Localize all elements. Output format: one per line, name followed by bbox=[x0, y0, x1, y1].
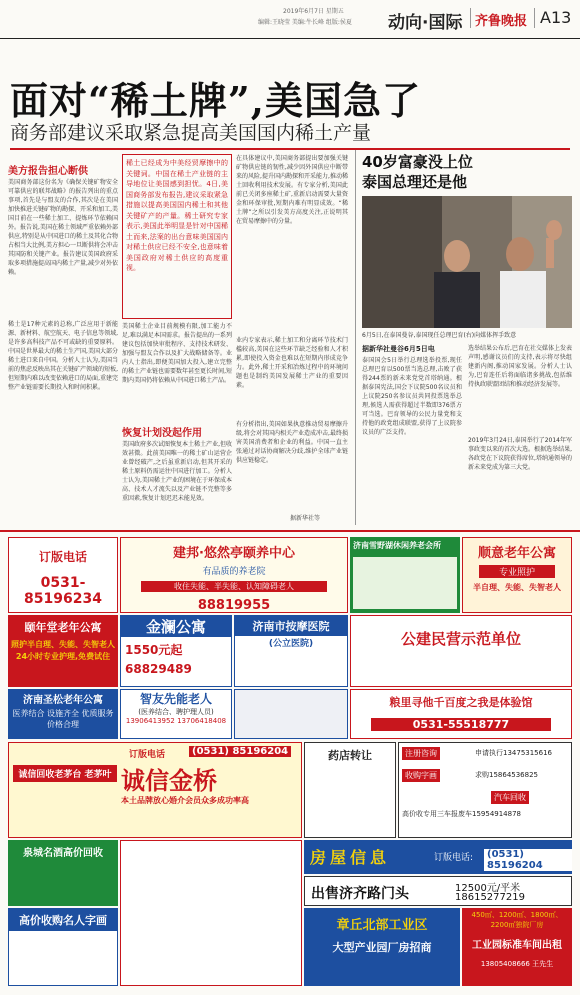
zhiyu-title: 智友先能老人 bbox=[139, 692, 212, 706]
mid-subhead: 恢复计划没起作用 bbox=[122, 428, 202, 439]
fangwu-title: 房屋信息 bbox=[310, 848, 391, 867]
xueyehu-title: 济南雪野湖休闲养老会所 bbox=[353, 541, 441, 550]
anjian-title: 济南市按摩医院 bbox=[235, 616, 347, 636]
page-number: A13 bbox=[540, 8, 572, 27]
ad-shengsong bbox=[8, 689, 118, 739]
menting-title: 出售济齐路门头 bbox=[311, 886, 409, 902]
ad-gongyeyuan bbox=[462, 908, 572, 986]
main-headline: 面对“稀土牌”,美国急了 bbox=[10, 78, 421, 123]
ad-fangwu bbox=[304, 840, 572, 874]
article2-photo bbox=[362, 196, 572, 328]
menting-phone: 18615277219 bbox=[455, 892, 525, 903]
jianbang-title: 建邦·悠然亭颐养中心 bbox=[173, 546, 295, 561]
shengsong-title: 济南圣松老年公寓 bbox=[23, 695, 103, 706]
jiuhuishou-title: 泉城名酒高价回收 bbox=[23, 848, 103, 859]
gongyeyuan-title: 工业园标准车间出租 bbox=[472, 940, 562, 951]
ad-yaodian bbox=[304, 742, 396, 838]
kuaidi-title: 收购字画 bbox=[402, 769, 440, 782]
chengxin-sub: 本土品牌放心婚介会员众多成功率高 bbox=[121, 796, 249, 805]
ad-anjian bbox=[234, 615, 348, 687]
yiniantang-title: 颐年堂老年公寓 bbox=[24, 621, 102, 634]
zhiyu-phone: 13906413952 13706418408 bbox=[125, 717, 227, 725]
classified-phone-label: 订版电话 bbox=[38, 550, 87, 564]
ad-jiuhuishou bbox=[8, 840, 118, 906]
zhangbei-sub: 大型产业园厂房招商 bbox=[332, 941, 432, 954]
article2-headline: 40岁富豪没上位 泰国总理还是他 bbox=[362, 153, 473, 191]
col4-body: 在具体建议中,美国商务部提出要加强关键矿物供应链的韧性,减少因外国供应中断带来的风险,提升国内勘探和开采能力,推动稀土回收利用技术发展。有专家分析,美国此前已关闭多座稀土矿,重新启动需要大量资金和环保审批,短期内难有明显成效。“稀土牌”之所以引发美方高度关注,正说明其在贸易摩擦中的分量。 bbox=[236, 155, 348, 225]
jinlan-title: 金澜公寓 bbox=[121, 616, 231, 637]
section-name: 动向·国际 bbox=[388, 13, 463, 33]
jianbang-tags: 收住失能、半失能、认知障碍老人 bbox=[141, 581, 327, 592]
yaodian-title: 药店转让 bbox=[328, 749, 372, 762]
kuaidi-phone: 求购15864536825 bbox=[475, 771, 538, 779]
gongjian-title: 公建民营示范单位 bbox=[400, 630, 521, 648]
col-mid-body: 美国政府多次试图恢复本土稀土产业,但收效甚微。此前美国唯一的稀土矿山运营企业曾经破产,之后虽重新启动,但其开采的稀土原料仍需运往中国进行加工。分析人士认为,美国稀土产业的困境在于环保成本高、技术人才流失以及产业链不完整等多重因素,恢复计划迟迟未能见效。 bbox=[122, 441, 232, 502]
byline: 据新华社等 bbox=[290, 515, 321, 522]
fangwu-label: 订版电话: bbox=[434, 853, 474, 863]
photo-illustration bbox=[362, 196, 572, 328]
jinlan-price: 1550元起 bbox=[125, 643, 183, 657]
main-subheadline: 商务部建议采取紧急提高美国国内稀土产量 bbox=[10, 122, 372, 144]
shunyi-title: 顺意老年公寓 bbox=[477, 546, 556, 561]
ad-shunyi bbox=[462, 537, 572, 613]
ad-menting bbox=[304, 876, 572, 906]
ad-zhiyu bbox=[120, 689, 232, 739]
anjian-sub: (公立医院) bbox=[268, 639, 314, 649]
fangwu-phone: (0531) 85196204 bbox=[484, 849, 572, 871]
article2-body-2: 选举结果公布后,巴育在社交媒体上发表声明,感谢议员们的支持,表示将尽快组建新内阁,推动国家发展。分析人士认为,巴育连任后将面临诸多挑战,包括维持执政联盟团结和推动经济发展等。 bbox=[468, 345, 572, 388]
article2-dateline: 据新华社曼谷6月5日电 bbox=[362, 345, 435, 353]
ad-gongjian bbox=[350, 615, 572, 687]
fuwu-phone: 申请执行13475315616 bbox=[475, 749, 552, 757]
article2-body-3: 2019年3月24日,泰国举行了2014年军事政变以来的首次大选。根据选举结果,各政党在下议院获得席位,塔纳通领导的新未来党成为第三大党。 bbox=[468, 437, 572, 471]
ad-jianbang bbox=[120, 537, 348, 613]
ad-jinlan bbox=[120, 615, 232, 687]
gongyeyuan-phone: 13805408666 王先生 bbox=[480, 960, 554, 968]
huishou-title: 诚信回收老茅台 老茅叶 bbox=[13, 765, 117, 782]
col1-body: 美国商务部这份名为《确保关键矿物安全可靠供应的联邦战略》的报告列出的重点事项,首先是与盟友的合作,其次是在美国加快推进关键矿物的勘探、开采和加工,美国目前在一些稀土加工、提炼环节依赖国外。报告说,美国在稀土领域严重依赖外部供应,特别是从中国进口的稀土及其化合物占相当大比例,美方担心一旦断供将会冲击其国防和关键产业。报告建议美国政府采取多项措施提高国内稀土产量,减少对外依赖。 bbox=[8, 179, 118, 276]
classified-phone: 0531-85196234 bbox=[24, 575, 102, 607]
header-editors: 编辑:王晓莹 美编:牛长峰 组版:侯夏 bbox=[258, 19, 352, 26]
gaojia-title: 高价收购名人字画 bbox=[9, 909, 117, 931]
shengsong-body: 医养结合 设施齐全 优质服务 价格合理 bbox=[12, 709, 114, 729]
chengxin-phone: (0531) 85196204 bbox=[189, 746, 291, 757]
qiche-phone: 高价收专用三车报废车15954914878 bbox=[402, 810, 521, 818]
header-date: 2019年6月7日 星期五 bbox=[283, 8, 344, 15]
qiche-title: 汽车回收 bbox=[491, 791, 529, 804]
paper-logo: 齐鲁晚报 bbox=[475, 14, 528, 29]
col1-body-2: 稀土是17种元素的总称,广泛应用于新能源、新材料、航空航天、电子信息等领域,是许多高科技产品不可或缺的重要原料。中国是世界最大的稀土生产国,美国大部分稀土进口来自中国。分析人士认为,美国当前的焦虑反映出其在关键矿产领域的短板,但短期内难以改变依赖进口的局面,重建完整产业链需要长期投入和时间积累。 bbox=[8, 321, 118, 391]
jianbang-sub: 有品质的养老院 bbox=[202, 567, 266, 577]
ad-gaojia bbox=[8, 908, 118, 986]
col3-body: 美国稀土企业目前规模有限,加工能力不足,难以满足本国需求。报告提出的一系列建议包括加快审批程序、支持技术研发、加强与盟友合作以及扩大战略储备等。业内人士指出,即便美国加大投入,建立完整的稀土产业链也需要数年甚至更长时间,短期内美国仍将依赖从中国进口稀土产品。 bbox=[122, 323, 232, 384]
page-header bbox=[0, 0, 580, 36]
menting-price: 12500元/平米 bbox=[455, 883, 521, 894]
jianbang-phone: 88819955 bbox=[197, 598, 271, 613]
shunyi-tags: 半自理、失能、失智老人 bbox=[473, 583, 561, 592]
ad-zhangbei bbox=[304, 908, 460, 986]
ad-yiniantang bbox=[8, 615, 118, 687]
col1-subhead: 美方报告担心断供 bbox=[8, 166, 88, 177]
ad-classified-phone bbox=[8, 537, 118, 613]
gongyeyuan-sizes: 450㎡、1200㎡、1800㎡、2200㎡独院厂房 bbox=[471, 911, 563, 929]
jinlan-phone: 68829489 bbox=[125, 662, 192, 676]
lianshan-phone: 0531-55518777 bbox=[371, 718, 551, 731]
ad-chengxin bbox=[8, 742, 302, 838]
col4-body-mid: 业内专家表示,稀土加工和分离环节技术门槛较高,美国在这些环节缺乏经验和人才积累,即使投入资金也难以在短期内形成竞争力。此外,稀土开采和冶炼过程中的环境问题也是制约美国发展稀土产业的重要因素。 bbox=[236, 337, 348, 389]
fuwu-title: 注册咨询 bbox=[402, 747, 440, 760]
ad-xueyehu bbox=[350, 537, 460, 613]
article2-body: 泰国国会5日举行总理选举投票,现任总理巴育以500票当选总理,击败了获得244票的新未来党党首塔纳通。根据泰国宪法,国会下议院500名议员和上议院250名参议员共同投票选举总理,候选人需获得超过半数即376票方可当选。巴育领导的公民力量党和支持他的政党组成联盟,获得了上议院参议员的广泛支持。 bbox=[362, 357, 462, 436]
yiniantang-body: 照护半自理、失能、失智老人 24小时专业护理,免费试住 bbox=[11, 640, 115, 661]
zhiyu-sub: (医养结合、聘护理人员) bbox=[138, 708, 214, 716]
chengxin-title: 诚信金桥 bbox=[121, 767, 217, 795]
key-fact-text: 稀土已经成为中美经贸摩擦中的关键词。中国在稀土产业链的主导地位让美国感到担忧。4日,美国商务部发布报告,建议采取紧急措施以提高美国国内稀土和其他关键矿产的产量。稀土研究专家表示,美国此举明显是针对中国稀土而来,法案的出台意味美国国内对稀土供应已经不安全,也意味着美国政府对稀土供应的高度重视。 bbox=[126, 159, 228, 272]
zhangbei-title: 章丘北部工业区 bbox=[336, 918, 428, 933]
col4-body-2: 有分析指出,美国如果执意推动贸易摩擦升级,将会对其国内相关产业造成冲击,最终损害美国消费者和企业的利益。中国一直主张通过对话协商解决分歧,维护全球产业链供应链稳定。 bbox=[236, 421, 348, 464]
photo-caption: 6月5日,在泰国曼谷,泰国现任总理巴育(右)向媒体挥手致意 bbox=[362, 332, 517, 339]
ad-services bbox=[398, 742, 572, 838]
ad-lianshan bbox=[350, 689, 572, 739]
lianshan-title: 粮里寻他千百度之我是体验馆 bbox=[389, 696, 533, 709]
key-fact-box bbox=[122, 154, 232, 319]
chengxin-label: 订版电话 bbox=[129, 750, 166, 760]
shunyi-sub: 专业照护 bbox=[479, 565, 555, 578]
